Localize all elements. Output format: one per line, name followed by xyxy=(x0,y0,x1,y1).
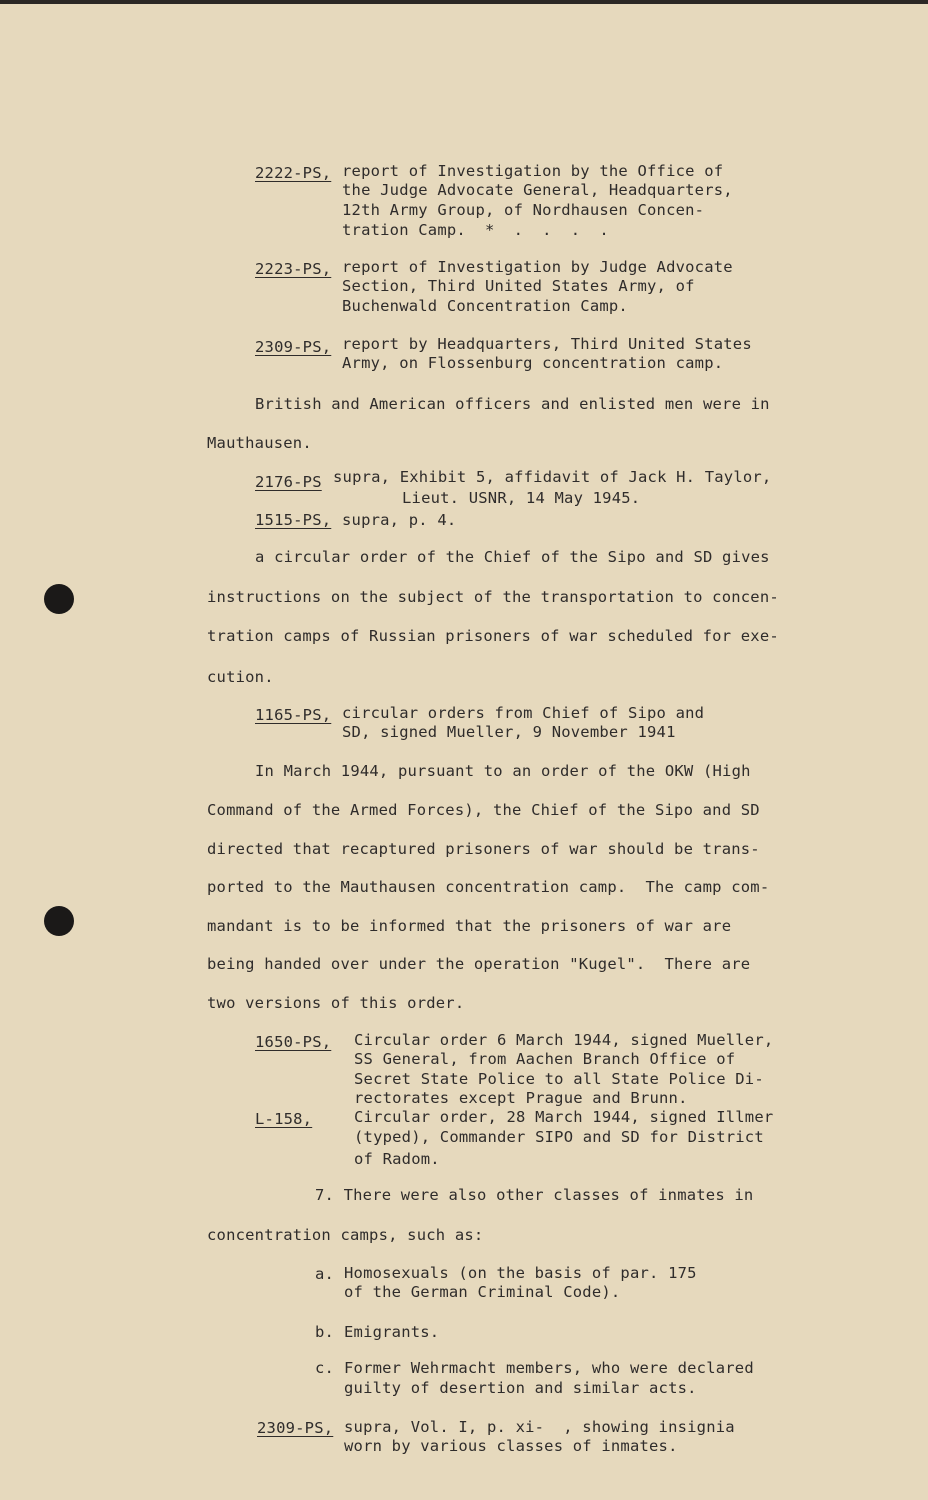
list-item-line: Homosexuals (on the basis of par. 175 xyxy=(344,1264,697,1282)
exhibit-desc-line: the Judge Advocate General, Headquarters, xyxy=(342,181,733,199)
body-paragraph-line: being handed over under the operation "Kugel". There are xyxy=(207,955,751,973)
exhibit-desc-line: supra, Exhibit 5, affidavit of Jack H. Taylor, xyxy=(333,468,772,486)
exhibit-ref-2222-ps: 2222-PS, xyxy=(255,164,332,182)
body-paragraph-line: Mauthausen. xyxy=(207,434,312,452)
body-paragraph-line: directed that recaptured prisoners of war should be trans- xyxy=(207,840,760,858)
list-marker: c. xyxy=(315,1359,335,1377)
exhibit-desc-line: Army, on Flossenburg concentration camp. xyxy=(342,354,724,372)
exhibit-desc-line: circular orders from Chief of Sipo and xyxy=(342,704,705,722)
exhibit-desc-line: report of Investigation by the Office of xyxy=(342,162,724,180)
body-paragraph-line: Command of the Armed Forces), the Chief of the Sipo and SD xyxy=(207,801,760,819)
exhibit-desc-line: rectorates except Prague and Brunn. xyxy=(354,1089,688,1107)
body-paragraph-line: a circular order of the Chief of the Sipo and SD gives xyxy=(255,548,770,566)
exhibit-desc-line: Buchenwald Concentration Camp. xyxy=(342,297,628,315)
exhibit-desc-line: Circular order 6 March 1944, signed Mueller, xyxy=(354,1031,774,1049)
binder-hole-upper xyxy=(44,584,74,614)
body-paragraph-line: two versions of this order. xyxy=(207,994,465,1012)
exhibit-ref-1650-ps: 1650-PS, xyxy=(255,1033,332,1051)
list-item-line: of the German Criminal Code). xyxy=(344,1283,621,1301)
list-marker: a. xyxy=(315,1265,335,1283)
exhibit-desc-line: Lieut. USNR, 14 May 1945. xyxy=(402,489,641,507)
body-paragraph-line: cution. xyxy=(207,668,274,686)
exhibit-desc-line: supra, Vol. I, p. xi- , showing insignia xyxy=(344,1418,735,1436)
exhibit-desc-line: tration Camp. * . . . . xyxy=(342,221,609,239)
exhibit-ref-2223-ps: 2223-PS, xyxy=(255,260,332,278)
body-paragraph-line: mandant is to be informed that the prisoners of war are xyxy=(207,917,732,935)
exhibit-ref-1515-ps: 1515-PS, xyxy=(255,511,332,529)
exhibit-desc-line: report of Investigation by Judge Advocate xyxy=(342,258,733,276)
exhibit-ref-2309-ps: 2309-PS, xyxy=(255,338,332,356)
exhibit-desc-line: worn by various classes of inmates. xyxy=(344,1437,678,1455)
body-paragraph-line: concentration camps, such as: xyxy=(207,1226,484,1244)
list-item-line: Emigrants. xyxy=(344,1323,440,1341)
scan-top-edge xyxy=(0,0,928,4)
list-item-line: guilty of desertion and similar acts. xyxy=(344,1379,697,1397)
body-paragraph-line: instructions on the subject of the transportation to concen- xyxy=(207,588,779,606)
body-paragraph-line: ported to the Mauthausen concentration camp. The camp com- xyxy=(207,878,770,896)
exhibit-desc-line: Circular order, 28 March 1944, signed Illmer xyxy=(354,1108,774,1126)
exhibit-ref-2309-ps-supra: 2309-PS, xyxy=(257,1419,334,1437)
exhibit-desc-line: of Radom. xyxy=(354,1150,440,1168)
binder-hole-lower xyxy=(44,906,74,936)
list-item-line: Former Wehrmacht members, who were declared xyxy=(344,1359,754,1377)
exhibit-ref-1165-ps: 1165-PS, xyxy=(255,706,332,724)
body-paragraph-line: In March 1944, pursuant to an order of the OKW (High xyxy=(255,762,751,780)
exhibit-desc-line: 12th Army Group, of Nordhausen Concen- xyxy=(342,201,705,219)
body-paragraph-line: tration camps of Russian prisoners of war scheduled for exe- xyxy=(207,627,779,645)
exhibit-desc-line: Secret State Police to all State Police Di- xyxy=(354,1070,764,1088)
exhibit-ref-l-158: L-158, xyxy=(255,1110,313,1128)
exhibit-desc-line: SD, signed Mueller, 9 November 1941 xyxy=(342,723,676,741)
list-marker: b. xyxy=(315,1323,335,1341)
exhibit-desc-line: report by Headquarters, Third United States xyxy=(342,335,752,353)
body-paragraph-line: British and American officers and enlisted men were in xyxy=(255,395,770,413)
body-paragraph-line: 7. There were also other classes of inmates in xyxy=(315,1186,754,1204)
exhibit-desc-line: SS General, from Aachen Branch Office of xyxy=(354,1050,736,1068)
exhibit-ref-2176-ps: 2176-PS xyxy=(255,473,322,491)
exhibit-desc-line: Section, Third United States Army, of xyxy=(342,277,695,295)
exhibit-desc-line: supra, p. 4. xyxy=(342,511,457,529)
exhibit-desc-line: (typed), Commander SIPO and SD for District xyxy=(354,1128,764,1146)
